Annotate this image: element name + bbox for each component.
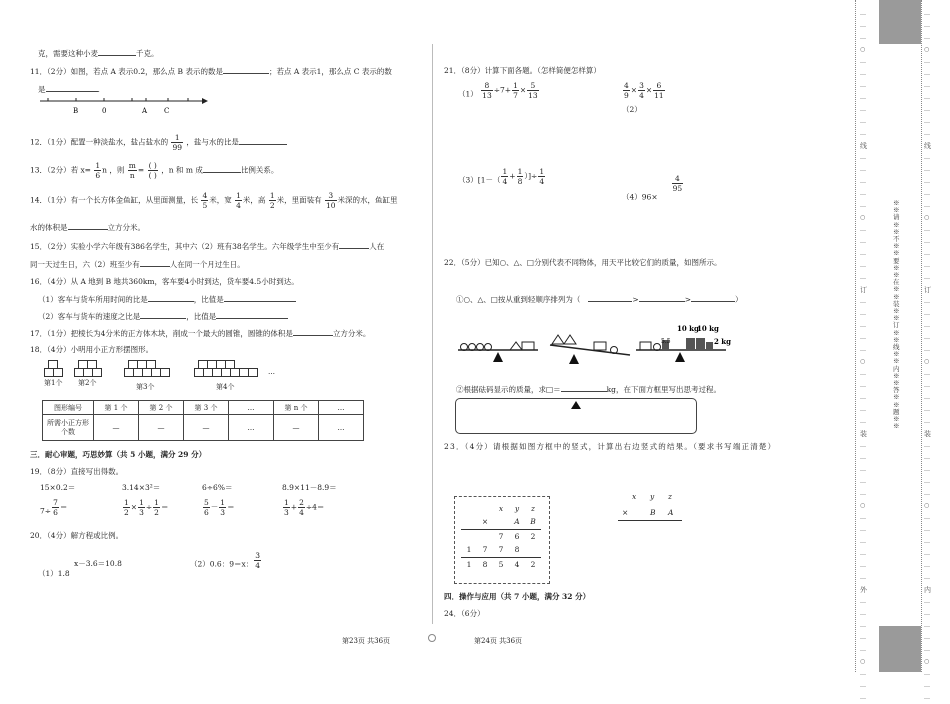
q11-number-line (38, 94, 210, 116)
q19-row2-2: $\frac{1}{2}$ × $\frac{1}{3}$ ÷ $\frac{1}{2}$ ＝ (124, 498, 169, 517)
label-b: B (73, 107, 79, 115)
center-circle (428, 634, 436, 642)
q21-4: （4）96× $\frac{4}{95}$ (622, 174, 683, 202)
fig-label-3: 第3个 (136, 383, 155, 391)
fig-label-2: 第2个 (78, 379, 97, 387)
inner-binding-column: … … … ○ … … … … … … … 线 … … … … … ○ … … … … … 订 … … … … … ○ … … … … … 装 … … … … … ○ … … … … … … 内 … … … … … ○ … … … (924, 10, 931, 701)
q19-row2-1: 7÷ $\frac{7}{6}$ ＝ (40, 498, 68, 517)
q24: 24．（6分） (444, 609, 485, 618)
label-0: 0 (102, 107, 107, 115)
svg-text:10 kg: 10 kg (677, 324, 699, 333)
q11: 11．（2分）如图，若点 A 表示0.2，那么点 B 表示的数是 ；若点 A 表示1，那么点 C 表示的数 (30, 67, 392, 76)
q23: 23．（4分）请根据如图方框中的竖式，计算出右边竖式的结果。（要求书写端正清楚） (444, 442, 777, 451)
q16-1: （1）客车与货车所用时间的比是 ，比值是 (38, 293, 296, 305)
left-footer: 第23页 共36页 (342, 637, 391, 645)
q16: 16．（4分）从 A 地到 B 地共360km，客车要4小时到达，货车要4.5小时到达。 (30, 277, 299, 286)
q15-line2: 同一天过生日，六（2）班至少有 人在同一个月过生日。 (30, 260, 245, 269)
q15: 15．（2分）实验小学六年级有386名学生，其中六（2）班有38名学生。六年级学生中至少有 人在 (30, 242, 385, 251)
q19: 19．（8分）直接写出得数。 (30, 467, 124, 476)
gray-band-top (879, 0, 921, 44)
fig-label-1: 第1个 (44, 379, 63, 387)
q20: 20．（4分）解方程或比例。 (30, 531, 124, 540)
fig-label-4: 第4个 (216, 383, 235, 391)
q18: 18．（4分）小明用小正方形摆图形。 (30, 345, 154, 354)
q21: 21．（8分）计算下面各题。（怎样简便怎样算） (444, 66, 601, 75)
svg-text:10 kg: 10 kg (697, 324, 719, 333)
q14: 14．（1分）有一个长方体金鱼缸，从里面测量，长 $\frac{4}{5}$ 米，宽 $\frac{1}{4}$ 米，高 $\frac{1}{2}$ 米，里面装有 $\frac{3}{10}$ 米深的水，鱼缸里 (30, 191, 398, 210)
section-3-title: 三．耐心审题，巧思妙算（共 5 小题，满分 29 分） (30, 450, 207, 459)
label-c: C (164, 107, 170, 115)
q23-right-vertical: x y z × B A (616, 492, 682, 524)
q16-2: （2）客车与货车的速度之比是 ，比值是 (38, 310, 288, 322)
q12: 12．（1分）配置一种淡盐水，盐占盐水的 $\frac{1}{99}$ ，盐与水的比是 (30, 133, 287, 152)
section-4-title: 四．操作与应用（共 7 小题，满分 32 分） (444, 592, 591, 601)
q19-row2-3: $\frac{5}{6}$ － $\frac{1}{3}$ ＝ (204, 498, 235, 517)
fraction: $\frac{1}{99}$ (172, 133, 183, 152)
right-footer: 第24页 共36页 (474, 637, 523, 645)
q22-balances (454, 320, 744, 368)
page-divider (432, 44, 433, 624)
q22-1: ①○、△、□按从重到轻顺序排列为（ > > ） (456, 295, 743, 304)
q20-2: （2）0.6：9＝x： $\frac{3}{4}$ (190, 551, 260, 570)
q21-3: （3）[1－（ $\frac{1}{4}$ + $\frac{1}{8}$ ）]÷ $\frac{1}{4}$ (458, 167, 545, 186)
q21-2: $\frac{4}{9}$ × $\frac{3}{4}$ × $\frac{6}{11}$ (624, 81, 664, 100)
binding-notice: ※※请※※不※※要※※在※※装※※订※※线※※内※※答※※题※※ (893, 199, 900, 431)
q18-table: 图形编号 第 1 个 第 2 个 第 3 个 … 第 n 个 … 所需小正方形个数 — — — … — … (42, 400, 364, 441)
q23-example-box (454, 496, 550, 584)
label-a: A (142, 107, 148, 115)
q20-1: （1）1.8 (38, 569, 70, 578)
gray-band-bottom (879, 626, 921, 672)
q23-example-table: x y z × A B 7 6 2 1 7 7 8 1 8 5 4 2 (461, 501, 541, 571)
q10-tail: 克，需要这种小麦 千克。 (38, 49, 159, 58)
svg-text:5.5: 5.5 (661, 338, 671, 345)
q22-2: ②根据砝码显示的质量，求□＝ kg，在下面方框里写出思考过程。 (456, 385, 721, 394)
outer-binding-column: … … … ○ … … … … … … … 线 … … … … … ○ … … … … … 订 … … … … … ○ … … … … … 装 … … … … … ○ … … … … … … 外 … … … … … ○ … … … (860, 10, 867, 701)
triangle-mark (570, 400, 582, 410)
q17: 17．（1分）把棱长为4分米的正方体木块，削成一个最大的圆锥，圆锥的体积是 立方分米。 (30, 329, 371, 338)
q19-row2-4: $\frac{1}{3}$ + $\frac{2}{4}$ ÷4＝ (284, 498, 325, 517)
q22: 22．（5分）已知○、△、□分别代表不同物体，用天平比较它们的质量，如图所示。 (444, 258, 722, 267)
q13: 13．（2分）若 x= $\frac{1}{6}$ n ，则 $\frac{m}{n}$ = $\frac{( )}{( )}$ ，n 和 m 成 比例关系。 (30, 161, 279, 180)
q19-row1: 15×0.2＝ (40, 483, 76, 492)
q21-1: （1） $\frac{8}{13}$ ÷7+ $\frac{1}{7}$ × $\frac{5}{13}$ (458, 81, 538, 100)
q14-line2: 水的体积是 立方分米。 (30, 223, 145, 232)
svg-text:2 kg: 2 kg (714, 337, 732, 346)
q11-line2: 是 . (38, 85, 100, 94)
q20-1-eq: x－3.6＝10.8 (74, 559, 122, 568)
